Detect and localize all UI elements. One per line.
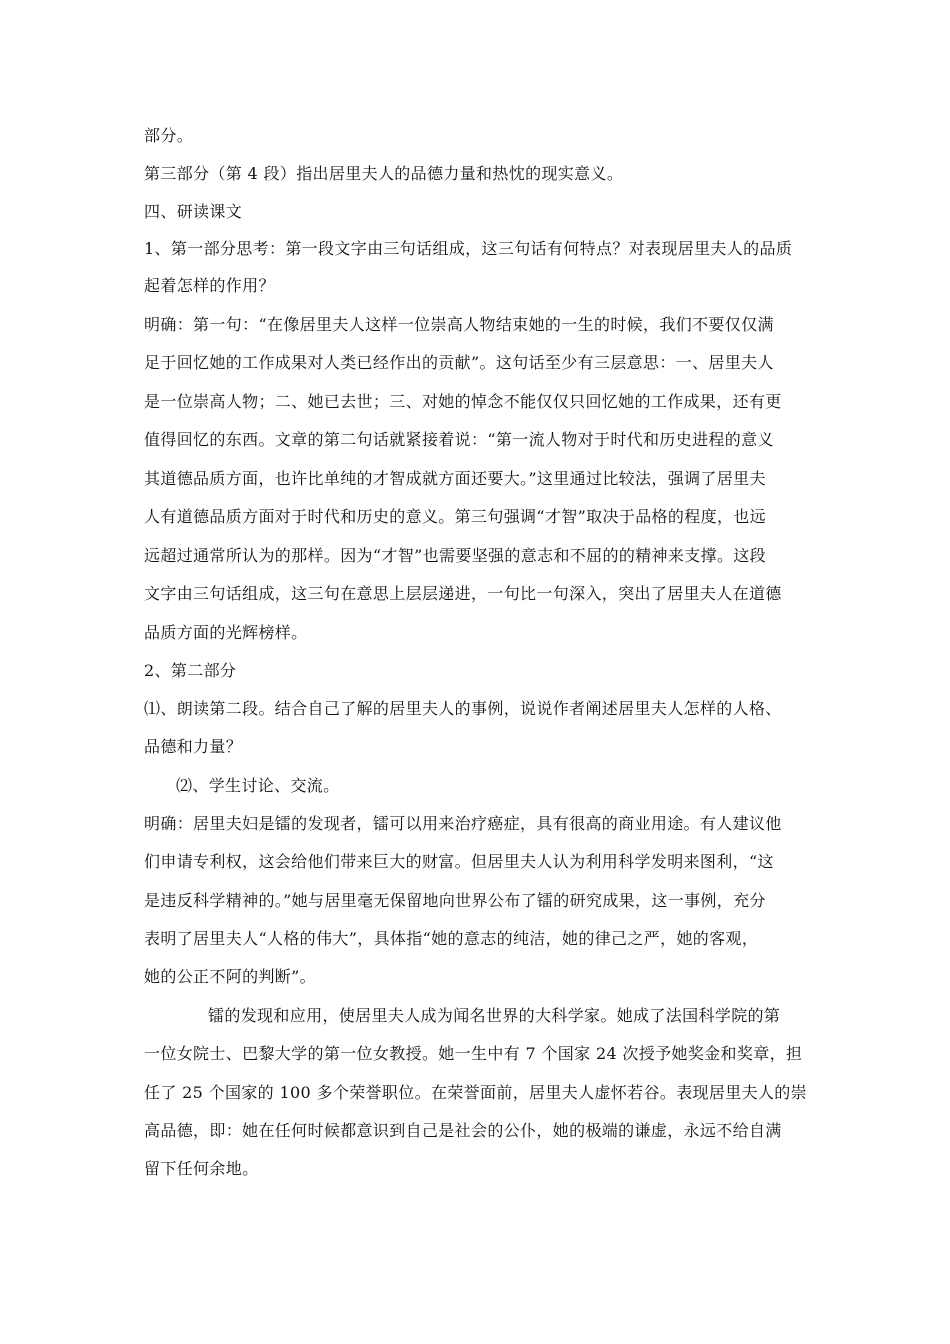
- answer-line: 文字由三句话组成，这三句在意思上层层递进，一句比一句深入，突出了居里夫人在道德: [144, 584, 782, 603]
- section-heading: 2、第二部分: [144, 661, 237, 680]
- paragraph-line: 一位女院士、巴黎大学的第一位女教授。她一生中有 7 个国家 24 次授予她奖金和奖章，担: [144, 1044, 803, 1063]
- answer-line: 表明了居里夫人“人格的伟大”，具体指“她的意志的纯洁，她的律己之严，她的客观，: [144, 929, 759, 948]
- answer-line: 品质方面的光辉榜样。: [144, 623, 308, 642]
- question-line: ⑴、朗读第二段。结合自己了解的居里夫人的事例，说说作者阐述居里夫人怎样的人格、: [144, 699, 782, 718]
- answer-line: 明确：居里夫妇是镭的发现者，镭可以用来治疗癌症，具有很高的商业用途。有人建议他: [144, 814, 782, 833]
- answer-line: 是一位崇高人物；二、她已去世；三、对她的悼念不能仅仅只回忆她的工作成果，还有更: [144, 392, 782, 411]
- answer-line: 们申请专利权，这会给他们带来巨大的财富。但居里夫人认为利用科学发明来图利，“这: [144, 852, 774, 871]
- text-line: ⑵、学生讨论、交流。: [176, 776, 340, 795]
- paragraph-line: 任了 25 个国家的 100 多个荣誉职位。在荣誉面前，居里夫人虚怀若谷。表现居里夫人的崇: [144, 1083, 807, 1102]
- answer-line: 她的公正不阿的判断”。: [144, 967, 317, 986]
- text-line: 部分。: [144, 126, 194, 145]
- answer-line: 人有道德品质方面对于时代和历史的意义。第三句强调“才智”取决于品格的程度，也远: [144, 507, 767, 526]
- paragraph-line: 镭的发现和应用，使居里夫人成为闻名世界的大科学家。她成了法国科学院的第: [208, 1006, 781, 1025]
- answer-line: 明确：第一句：“在像居里夫人这样一位崇高人物结束她的一生的时候，我们不要仅仅满: [144, 315, 774, 334]
- answer-line: 远超过通常所认为的那样。因为“才智”也需要坚强的意志和不屈的的精神来支撑。这段: [144, 546, 767, 565]
- question-line: 品德和力量？: [144, 737, 243, 756]
- answer-line: 值得回忆的东西。文章的第二句话就紧接着说：“第一流人物对于时代和历史进程的意义: [144, 430, 774, 449]
- paragraph-line: 高品德，即：她在任何时候都意识到自己是社会的公仆，她的极端的谦虚，永远不给自满: [144, 1121, 782, 1140]
- answer-line: 其道德品质方面，也许比单纯的才智成就方面还要大。”这里通过比较法，强调了居里夫: [144, 469, 766, 488]
- section-heading: 四、研读课文: [144, 202, 243, 221]
- question-line: 起着怎样的作用？: [144, 276, 275, 295]
- paragraph-line: 留下任何余地。: [144, 1159, 259, 1178]
- answer-line: 是违反科学精神的。”她与居里毫无保留地向世界公布了镭的研究成果，这一事例，充分: [144, 891, 766, 910]
- answer-line: 足于回忆她的工作成果对人类已经作出的贡献”。这句话至少有三层意思：一、居里夫人: [144, 353, 774, 372]
- question-line: 1、第一部分思考：第一段文字由三句话组成，这三句话有何特点？对表现居里夫人的品质: [144, 239, 793, 258]
- text-line: 第三部分（第 4 段）指出居里夫人的品德力量和热忱的现实意义。: [144, 164, 624, 183]
